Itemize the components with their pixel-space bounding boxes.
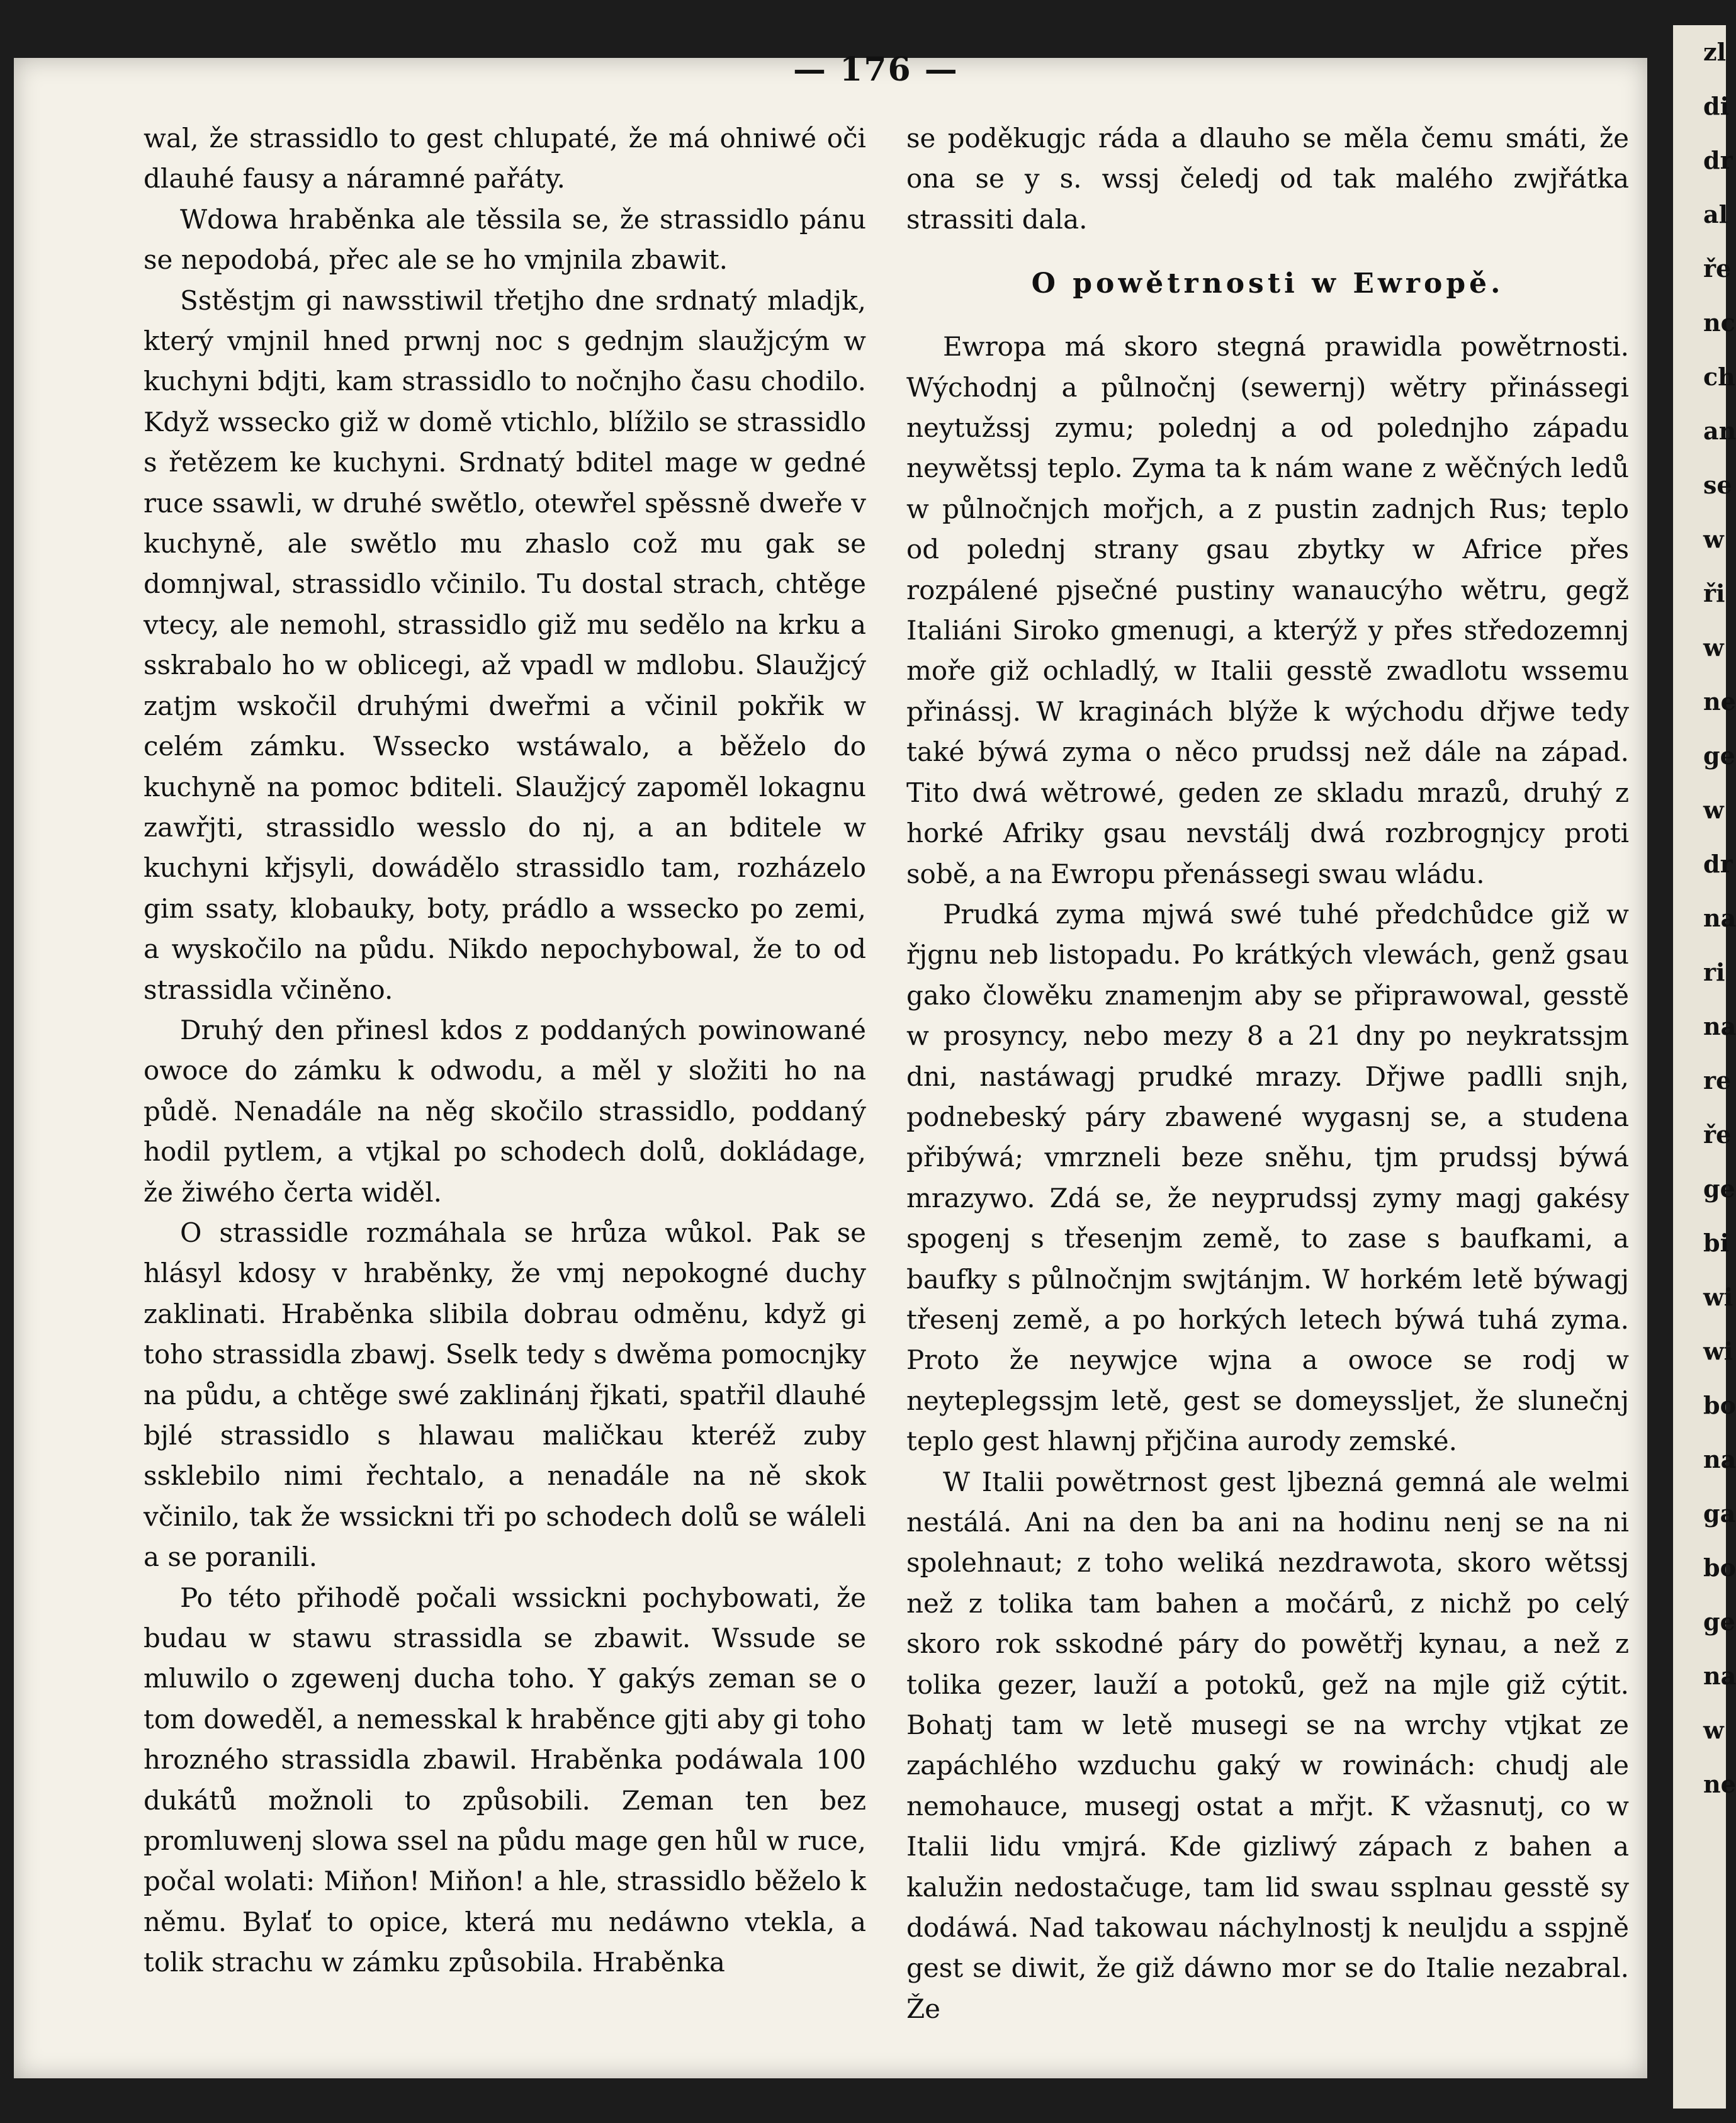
adjacent-page-fragment: an	[1703, 417, 1736, 445]
adjacent-page-fragment: dr	[1703, 146, 1733, 174]
adjacent-page-fragment: bi	[1703, 1229, 1730, 1257]
left-column	[144, 118, 866, 1983]
adjacent-page-fragment: wi	[1703, 1337, 1733, 1365]
paragraph: se poděkugjc ráda a dlauho se měla čemu smáti, že ona se y s. wssj čeledj od tak malého zwjřátka strassiti dala.	[906, 123, 1629, 235]
paragraph: Prudká zyma mjwá swé tuhé předchůdce giž w řjgnu neb listopadu. Po krátkých vlewách, genž gsau gako člowěku znamenjm aby se připrawowal, gesstě w prosyncy, nebo mezy 8 a 21 dny po neykratssjm dni, nastáwagj prudké mrazy. Dřjwe padlli snjh, podnebeský páry zbawené wygasnj se, a studena přibýwá; vmrzneli beze sněhu, tjm prudssj býwá mrazywo. Zdá se, že neyprudssj zymy magj gakésy spogenj s třesenjm země, to zase s baufkami, a baufky s půlnočnjm swjtánjm. W horkém letě býwagj třesenj země, a po horkých letech býwá tuhá zyma. Proto že neywjce wjna a owoce se rodj w neyteplegssjm letě, gest se domeyssljet, že slunečnj teplo gest hlawnj přjčina aurody zemské.	[906, 898, 1629, 1457]
paragraph: Wdowa hraběnka ale těssila se, že strassidlo pánu se nepodobá, přec ale se ho vmjnila zbawit.	[144, 203, 866, 276]
adjacent-page-fragment: wi	[1703, 1283, 1733, 1311]
adjacent-page-fragment: ri	[1703, 958, 1725, 986]
paragraph: O strassidle rozmáhala se hrůza wůkol. Pak se hlásyl kdosy v hraběnky, že vmj nepokogné duchy zaklinati. Hraběnka slibila dobrau odměnu, když gi toho strassidla zbawj. Sselk tedy s dwěma pomocnjky na půdu, a chtěge swé zaklinánj řjkati, spatřil dlauhé bjlé strassidlo s hlawau maličkau kteréž zuby ssklebilo nimi řechtalo, a nenadále na ně skok včinilo, tak že wssickni tři po schodech dolů se wáleli a se poranili.	[144, 1217, 866, 1573]
article-heading: O powětrnosti w Ewropě.	[1031, 267, 1504, 300]
adjacent-page-fragment: se	[1703, 471, 1732, 499]
adjacent-page-fragment: re	[1703, 1066, 1732, 1095]
adjacent-page-fragment: ch	[1703, 363, 1735, 391]
adjacent-page-fragment: na	[1703, 1012, 1736, 1040]
paragraph: wal, že strassidlo to gest chlupaté, že má ohniwé oči dlauhé fausy a náramné pařáty.	[144, 123, 866, 194]
adjacent-page-fragment: w	[1703, 633, 1724, 662]
adjacent-page-fragment: zl	[1703, 38, 1727, 66]
paragraph: Ewropa má skoro stegná prawidla powětrnosti. Wýchodnj a půlnočnj (sewernj) wětry přinássegi neytužssj zymu; polednj a od polednjho západu neywětssj teplo. Zyma ta k nám wane z wěčných ledů w půlnočnjch mořjch, a z pustin zadnjch Rus; teplo od polednj strany gsau zbytky w Africe přes rozpálené pjsečné pustiny wanaucýho wětru, gegž Italiáni Siroko gmenugi, a kterýž y přes středozemnj moře giž ochladlý, w Italii gesstě zwadlotu wssemu přinássj. W kraginách blýže k wýchodu dřjwe tedy také býwá zyma o něco prudssj než dále na západ. Tito dwá wětrowé, geden ze skladu mrazů, druhý z horké Afriky gsau nevstálj dwá rozbrognjcy proti sobě, a na Ewropu přenássegi swau wládu.	[906, 331, 1629, 889]
adjacent-page-fragment: ře	[1703, 1120, 1732, 1149]
adjacent-page-fragment: na	[1703, 1445, 1736, 1473]
paragraph: Po této přihodě počali wssickni pochybowati, že budau w stawu strassidla se zbawit. Wssude se mluwilo o zgewenj ducha toho. Y gakýs zeman se o tom doweděl, a nemesskal k hraběnce gjti aby gi toho hrozného strassidla zbawil. Hraběnka podáwala 100 dukátů možnoli to způsobili. Zeman ten bez promluwenj slowa ssel na půdu mage gen hůl w ruce, počal wolati: Miňon! Miňon! a hle, strassidlo běželo k němu. Bylať to opice, která mu nedáwno vtekla, a tolik strachu w zámku způsobila. Hraběnka	[144, 1582, 866, 1978]
adjacent-page-fragment: na	[1703, 904, 1736, 932]
adjacent-page-fragment: al	[1703, 200, 1728, 228]
adjacent-page-fragment: ge	[1703, 1608, 1735, 1636]
adjacent-page-fragment: di	[1703, 92, 1730, 120]
adjacent-page-fragment: bo	[1703, 1391, 1736, 1419]
adjacent-page-fragment: dr	[1703, 850, 1733, 878]
adjacent-page-fragment: w	[1703, 1716, 1724, 1744]
adjacent-page-fragment: nc	[1703, 308, 1735, 337]
paragraph: Druhý den přinesl kdos z poddaných powinowané owoce do zámku k odwodu, a měl y složiti ho na půdě. Nenadále na něg skočilo strassidlo, poddaný hodil pytlem, a vtjkal po schodech dolů, dokládage, že žiwého čerta widěl.	[144, 1014, 866, 1208]
adjacent-page-fragment: ne	[1703, 1770, 1736, 1798]
paragraph: Sstěstjm gi nawsstiwil třetjho dne srdnatý mladjk, který vmjnil hned prwnj noc s gednjm slaužjcým w kuchyni bdjti, kam strassidlo to nočnjho času chodilo. Když wssecko giž w domě vtichlo, blížilo se strassidlo s řetězem ke kuchyni. Srdnatý bditel mage w gedné ruce ssawli, w druhé swětlo, otewřel spěssně dweře v kuchyně, ale swětlo mu zhaslo což mu gak se domnjwal, strassidlo včinilo. Tu dostal strach, chtěge vtecy, ale nemohl, strassidlo giž mu sedělo na krku a sskrabalo ho w oblicegi, až vpadl w mdlobu. Slaužjcý zatjm wskočil druhými dweřmi a včinil pokřik w celém zámku. Wssecko wstáwalo, a běželo do kuchyně na pomoc bditeli. Slaužjcý zapoměl lokagnu zawřjti, strassidlo wesslo do nj, a an bditele w kuchyni křjsyli, dowádělo strassidlo tam, rozházelo gim ssaty, klobauky, boty, prádlo a wssecko po zemi, a wyskočilo na půdu. Nikdo nepochybowal, že to od strassidla včiněno.	[144, 284, 866, 1005]
adjacent-page-fragment: w	[1703, 796, 1724, 824]
adjacent-page-fragment: na	[1703, 1662, 1736, 1690]
adjacent-page-fragment: ře	[1703, 254, 1732, 283]
adjacent-page-fragment: ge	[1703, 741, 1735, 770]
adjacent-page-fragment: ři	[1703, 579, 1725, 607]
adjacent-page-fragment: w	[1703, 525, 1724, 553]
page-number: — 176 —	[793, 50, 959, 89]
paragraph: W Italii powětrnost gest ljbezná gemná ale welmi nestálá. Ani na den ba ani na hodinu nenj se na ni spolehnaut; z toho weliká nezdrawota, skoro wětssj než z tolika tam bahen a močárů, z nichž po celý skoro rok sskodné páry do powětřj kynau, a než z tolika gezer, lauží a potoků, gež na mjle giž cýtit. Bohatj tam w letě musegi se na wrchy vtjkat ze zapáchlého wzduchu gaký w rowinách: chudj ale nemohauce, musegj ostat a mřjt. K vžasnutj, co w Italii lidu vmjrá. Kde gizliwý zápach z bahen a kalužin nedostačuge, tam lid swau ssplnau gesstě sy dodáwá. Nad takowau náchylnostj k neuljdu a sspjně gest se diwit, že giž dáwno mor se do Italie nezabral. Že	[906, 1466, 1629, 2024]
right-column	[906, 118, 1629, 2029]
adjacent-page-edge	[1673, 25, 1736, 2109]
adjacent-page-fragment: ga	[1703, 1499, 1736, 1528]
adjacent-page-fragment: ne	[1703, 687, 1736, 716]
adjacent-page-fragment: ge	[1703, 1174, 1735, 1203]
adjacent-page-fragments	[1673, 25, 1736, 1811]
adjacent-page-fragment: bo	[1703, 1553, 1736, 1582]
